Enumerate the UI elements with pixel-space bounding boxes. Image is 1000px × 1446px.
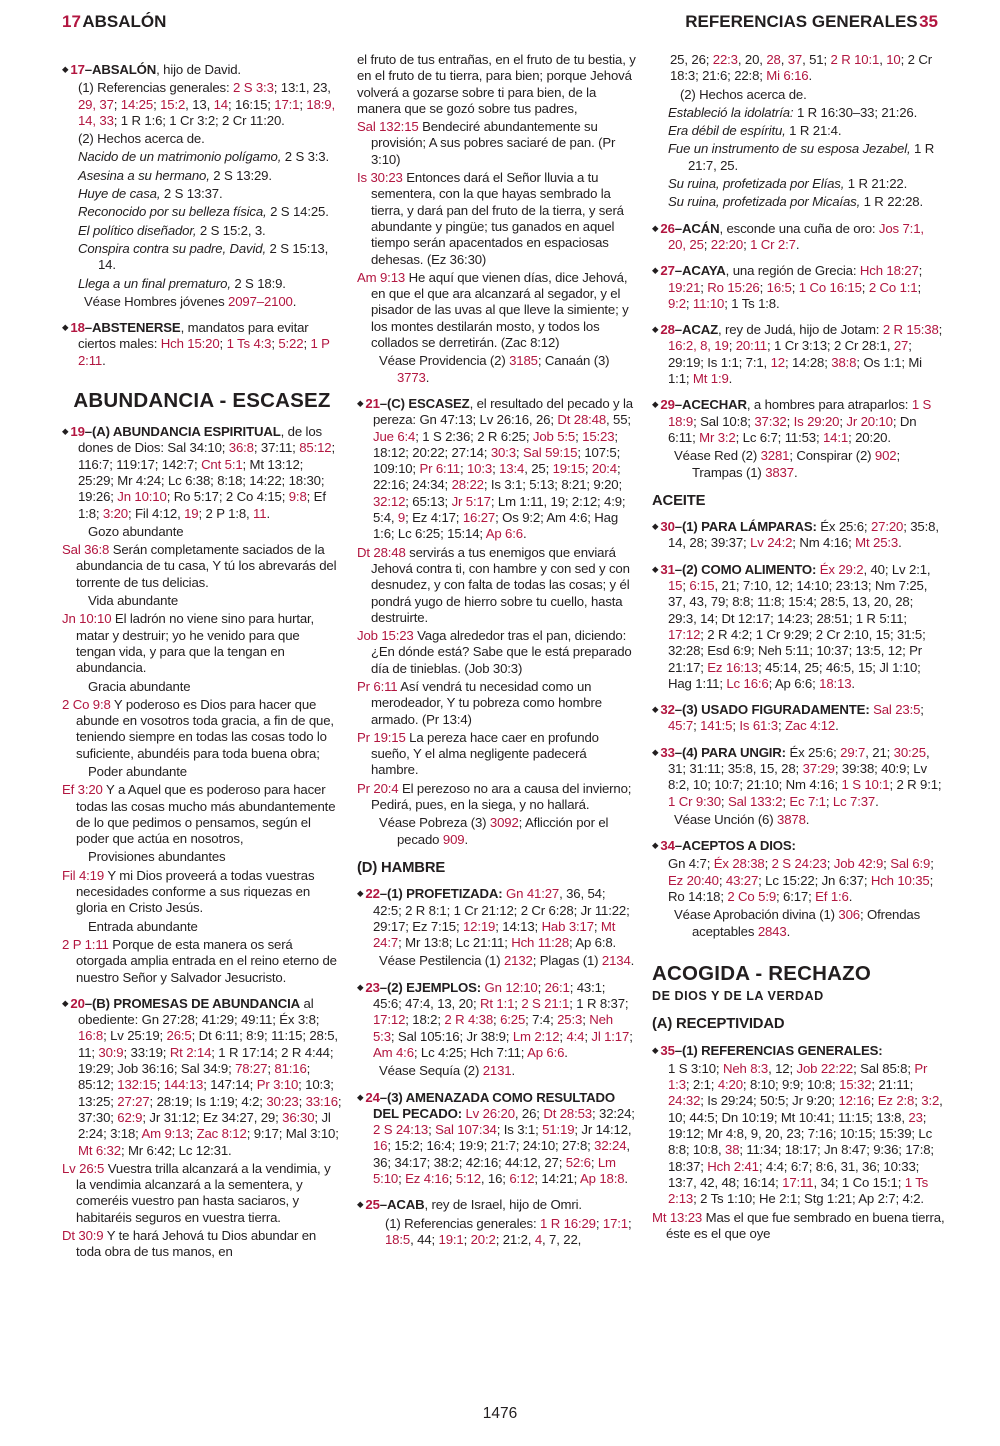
text-block: Véase Pobreza (3) 3092; Aflicción por el pecado 909. <box>379 815 609 847</box>
subheading-hambre: (D) HAMBRE <box>357 859 446 876</box>
text-block: Sal 36:8 Serán completamente saciados de la abundancia de tu casa, Y tú los abrevarás del torrente de tus delicias. <box>62 542 337 590</box>
text-block: 2 Co 9:8 Y poderoso es Dios para hacer que abunde en vosotros toda gracia, a fin de que, teniendo siempre en todas las cosas todo lo suficiente, abundéis para toda buena obra; <box>62 696 334 761</box>
text-block: Nacido de un matrimonio polígamo, 2 S 3:3. <box>78 149 330 165</box>
column-3 <box>652 52 945 1392</box>
diamond-bullet-icon: ◆ <box>652 563 659 574</box>
text-block: Su ruina, profetizada por Micaías, 1 R 22:28. <box>668 194 923 210</box>
entry-35: ◆ 35–(1) REFERENCIAS GENERALES: <box>652 1042 883 1058</box>
text-block: Huye de casa, 2 S 13:37. <box>78 186 223 202</box>
text-block: Véase Pestilencia (1) 2132; Plagas (1) 2134. <box>379 953 635 969</box>
text-block: Jn 10:10 El ladrón no viene sino para hurtar, matar y destruir; yo he venido para que tengan vida, y para que la tengan en abundancia. <box>62 611 315 676</box>
column-2 <box>357 52 637 1392</box>
entry-30: ◆ 30–(1) PARA LÁMPARAS: Éx 25:6; 27:20; 35:8, 14, 28; 39:37; Lv 24:2; Nm 4:16; Mt 25:3. <box>652 519 939 551</box>
entry-32: ◆ 32–(3) USADO FIGURADAMENTE: Sal 23:5; 45:7; 141:5; Is 61:3; Zac 4:12. <box>652 702 924 734</box>
text-block: Provisiones abundantes <box>88 849 226 865</box>
text-block: Mt 13:23 Mas el que fue sembrado en buena tierra, éste es el que oye <box>652 1209 945 1241</box>
column-1 <box>62 52 342 1392</box>
text-block: Job 15:23 Vaga alrededor tras el pan, diciendo: ¿En dónde está? Sabe que le está preparado día de tinieblas. (Job 30:3) <box>357 628 632 676</box>
diamond-bullet-icon: ◆ <box>652 704 659 715</box>
entry-34: ◆ 34–ACEPTOS A DIOS: <box>652 838 796 854</box>
diamond-bullet-icon: ◆ <box>357 1199 364 1210</box>
entry-25: ◆ 25–ACAB, rey de Israel, hijo de Omri. <box>357 1197 582 1213</box>
running-head-right-title: REFERENCIAS GENERALES <box>685 12 918 31</box>
text-block: Is 30:23 Entonces dará el Señor lluvia a tu sementera, con la que hayas sembrado la tierra, y dará pan del fruto de la tierra, y será abundante y pingüe; tus ganados en aquel tiempo serán apacentados en espaciosas dehesas. (Ez 36:30) <box>357 170 624 267</box>
text-block: (2) Hechos acerca de. <box>680 86 807 102</box>
entry-23: ◆ 23–(2) EJEMPLOS: Gn 12:10; 26:1; 43:1; 45:6; 47:4, 13, 20; Rt 1:1; 2 S 21:1; 1 R 8:37; 17:12; 18:2; 2 R 4:38; 6:25; 7:4; 25:3; Neh 5:3; Sal 105:16; Jr 38:9; Lm 2:12; 4:4; Jl 1:17; Am 4:6; Lc 4:25; Hch 7:11; Ap 6:6. <box>357 979 633 1060</box>
text-block: Reconocido por su belleza física, 2 S 14:25. <box>78 204 329 220</box>
text-block: Conspira contra su padre, David, 2 S 15:13, 14. <box>78 240 329 273</box>
diamond-bullet-icon: ◆ <box>62 997 69 1008</box>
diamond-bullet-icon: ◆ <box>652 1044 659 1055</box>
text-block: 25, 26; 22:3, 20, 28, 37, 51; 2 R 10:1, 10; 2 Cr 18:3; 21:6; 22:8; Mi 6:16. <box>670 52 932 84</box>
running-head-left-number: 17 <box>62 12 81 31</box>
three-column-text <box>62 52 945 1392</box>
text-block: Entrada abundante <box>88 918 198 934</box>
entry-28: ◆ 28–ACAZ, rey de Judá, hijo de Jotam: 2 R 15:38; 16:2, 8, 19; 20:11; 1 Cr 3:13; 2 Cr 28:1, 27; 29:19; Is 1:1; 7:1, 12; 14:28; 38:8; Os 1:1; Mi 1:1; Mt 1:9. <box>652 322 943 387</box>
text-block: Llega a un final prematuro, 2 S 18:9. <box>78 275 286 291</box>
text-block: Véase Providencia (2) 3185; Canaán (3) 3773. <box>379 353 610 385</box>
text-block: (1) Referencias generales: 2 S 3:3; 13:1, 23, 29, 37; 14:25; 15:2, 13, 14; 16:15; 17:1; 18:9, 14, 33; 1 R 1:6; 1 Cr 3:2; 2 Cr 11:20. <box>78 80 335 128</box>
text-block: Dt 30:9 Y te hará Jehová tu Dios abundar en toda obra de tus manos, en <box>62 1228 317 1260</box>
text-block: Sal 132:15 Bendeciré abundantemente su provisión; A sus pobres saciaré de pan. (Pr 3:10) <box>357 119 616 167</box>
diamond-bullet-icon: ◆ <box>357 981 364 992</box>
subheading-aceite: ACEITE <box>652 492 706 509</box>
subheading-receptividad: (A) RECEPTIVIDAD <box>652 1016 785 1033</box>
diamond-bullet-icon: ◆ <box>652 265 659 276</box>
running-head-left <box>62 14 166 30</box>
running-head-right <box>685 14 938 30</box>
diamond-bullet-icon: ◆ <box>652 324 659 335</box>
text-block: Pr 19:15 La pereza hace caer en profundo sueño, Y el alma negligente padecerá hambre. <box>357 729 599 778</box>
diamond-bullet-icon: ◆ <box>62 322 69 333</box>
text-block: Lv 26:5 Vuestra trilla alcanzará a la vendimia, y la vendimia alcanzará a la sementera, y comeréis vuestro pan hasta saciaros, y habitaréis seguros en vuestra tierra. <box>62 1160 331 1225</box>
text-block: (2) Hechos acerca de. <box>78 131 205 147</box>
text-block: (1) Referencias generales: 1 R 16:29; 17:1; 18:5, 44; 19:1; 20:2; 21:2, 4, 7, 22, <box>385 1215 632 1247</box>
diamond-bullet-icon: ◆ <box>62 426 69 437</box>
entry-19: ◆ 19–(A) ABUNDANCIA ESPIRITUAL, de los dones de Dios: Sal 34:10; 36:8; 37:11; 85:12; 116:7; 119:17; 142:7; Cnt 5:1; Mt 13:12; 25:29; Mr 4:24; Lc 6:38; 8:18; 14:22; 18:30; 19:26; Jn 10:10; Ro 5:17; 2 Co 4:15; 9:8; Ef 1:8; 3:20; Fil 4:12, 19; 2 P 1:8, 11. <box>62 424 335 521</box>
text-block: El político diseñador, 2 S 15:2, 3. <box>78 222 266 238</box>
text-block: Am 9:13 He aquí que vienen días, dice Jehová, en que el que ara alcanzará al segador, y el pisador de las uvas al que lleve la simiente; y los montes destilarán mosto, y todos los collados se derretirán. (Zac 8:12) <box>357 269 629 351</box>
text-block: Poder abundante <box>88 763 187 779</box>
diamond-bullet-icon: ◆ <box>357 397 364 408</box>
diamond-bullet-icon: ◆ <box>652 746 659 757</box>
diamond-bullet-icon: ◆ <box>357 888 364 899</box>
text-block: Estableció la idolatría: 1 R 16:30–33; 21:26. <box>668 104 918 120</box>
text-block: Dt 28:48 servirás a tus enemigos que enviará Jehová contra ti, con hambre y con sed y con desnudez, y con falta de todas las cosas; y él pondrá yugo de hierro sobre tu cuello, hasta destruirte. <box>357 544 630 625</box>
running-head-left-title: ABSALÓN <box>82 12 167 31</box>
text-block: Gozo abundante <box>88 523 184 539</box>
page-number: 1476 <box>482 1404 518 1422</box>
entry-33: ◆ 33–(4) PARA UNGIR: Éx 25:6; 29:7, 21; 30:25, 31; 31:11; 35:8, 15, 28; 37:29; 39:38; 40:9; Lv 8:2, 10; 10:7; 21:10; Nm 4:16; 1 S 10:1; 2 R 9:1; 1 Cr 9:30; Sal 133:2; Ec 7:1; Lc 7:37. <box>652 744 942 809</box>
text-block: Pr 20:4 El perezoso no ara a causa del invierno; Pedirá, pues, en la siega, y no hallará. <box>357 780 632 813</box>
entry-20: ◆ 20–(B) PROMESAS DE ABUNDANCIA al obediente: Gn 27:28; 41:29; 49:11; Éx 3:8; 16:8; Lv 25:19; 26:5; Dt 6:11; 8:9; 11:15; 28:5, 11; 30:9; 33:19; Rt 2:14; 1 R 17:14; 2 R 4:44; 19:29; Job 36:16; Sal 34:9; 78:27; 81:16; 85:12; 132:15; 144:13; 147:14; Pr 3:10; 10:3; 13:25; 27:27; 28:19; Is 1:19; 4:2; 30:23; 33:16; 37:30; 62:9; Jr 31:12; Ez 34:27, 29; 36:30; Jl 2:24; 3:18; Am 9:13; Zac 8:12; 9:17; Mal 3:10; Mt 6:32; Mr 6:42; Lc 12:31. <box>62 995 342 1158</box>
entry-24: ◆ 24–(3) AMENAZADA COMO RESULTADO DEL PECADO: Lv 26:20, 26; Dt 28:53; 32:24; 2 S 24:13; Sal 107:34; Is 3:1; 51:19; Jr 14:12, 16; 15:2; 16:4; 19:9; 21:7; 24:10; 27:8; 32:24, 36; 34:17; 38:2; 42:16; 44:12, 27; 52:6; Lm 5:10; Ez 4:16; 5:12, 16; 6:12; 14:21; Ap 18:8. <box>357 1089 635 1186</box>
text-block: 2 P 1:11 Porque de esta manera os será otorgada amplia entrada en el reino eterno de nuestro Señor y Salvador Jesucristo. <box>62 936 337 985</box>
text-block: Su ruina, profetizada por Elías, 1 R 21:22. <box>668 176 908 192</box>
text-block: Véase Unción (6) 3878. <box>674 811 810 827</box>
text-block: Gracia abundante <box>88 678 191 694</box>
text-block: el fruto de tus entrañas, en el fruto de tu bestia, y en el fruto de tu tierra, para bien; porque Jehová volverá a gozarse sobre ti para bien, de la manera que se gozó sobre tus padres, <box>357 52 636 116</box>
text-block: Vida abundante <box>88 593 179 609</box>
text-block: Fil 4:19 Y mi Dios proveerá a todas vuestras necesidades conforme a sus riquezas en gloria en Cristo Jesús. <box>62 867 315 916</box>
running-head-right-number: 35 <box>919 12 938 31</box>
entry-27: ◆ 27–ACAYA, una región de Grecia: Hch 18:27; 19:21; Ro 15:26; 16:5; 1 Co 16:15; 2 Co 1:1; 9:2; 11:10; 1 Ts 1:8. <box>652 263 923 311</box>
diamond-bullet-icon: ◆ <box>652 399 659 410</box>
diamond-bullet-icon: ◆ <box>652 222 659 233</box>
entry-22: ◆ 22–(1) PROFETIZADA: Gn 41:27, 36, 54; 42:5; 2 R 8:1; 1 Cr 21:12; 2 Cr 6:28; Jr 11:22; 29:17; Ez 7:15; 12:19; 14:13; Hab 3:17; Mt 24:7; Mr 13:8; Lc 21:11; Hch 11:28; Ap 6:8. <box>357 886 630 951</box>
text-block: Véase Red (2) 3281; Conspirar (2) 902; Trampas (1) 3837. <box>674 448 900 480</box>
diamond-bullet-icon: ◆ <box>62 64 69 74</box>
text-block: Véase Hombres jóvenes 2097–2100. <box>84 293 297 309</box>
text-block: Ef 3:20 Y a Aquel que es poderoso para hacer todas las cosas mucho más abundantemente de lo que pedimos o pensamos, según el poder que actúa en nosotros, <box>62 782 336 847</box>
text-block: 1 S 3:10; Neh 8:3, 12; Job 22:22; Sal 85:8; Pr 1:3; 2:1; 4:20; 8:10; 9:9; 10:8; 15:32; 21:11; 24:32; Is 29:24; 50:5; Jr 9:20; 12:16; Ez 2:8; 3:2, 10; 44:5; Dn 10:19; Mt 10:41; 11:15; 13:8, 23; 19:12; Mr 4:8, 9, 20, 23; 7:16; 10:15; 15:39; Lc 8:8; 10:8, 38; 11:34; 18:17; Jn 8:47; 9:36; 17:8; 18:37; Hch 2:41; 4:4; 6:7; 8:6, 31, 36; 10:33; 13:7, 42, 48; 16:14; 17:11, 34; 1 Co 15:1; 1 Ts 2:13; 2 Ts 1:10; He 2:1; Stg 1:21; Ap 2:7; 4:2. <box>668 1060 943 1207</box>
entry-26: ◆ 26–ACÁN, esconde una cuña de oro: Jos 7:1, 20, 25; 22:20; 1 Cr 2:7. <box>652 220 924 252</box>
diamond-bullet-icon: ◆ <box>357 1091 364 1102</box>
text-block: Fue un instrumento de su esposa Jezabel, 1 R 21:7, 25. <box>668 141 935 173</box>
text-block: Pr 6:11 Así vendrá tu necesidad como un merodeador, Y tu pobreza como hombre armado. (Pr 13:4) <box>357 678 602 727</box>
entry-17: ◆ 17–ABSALÓN, hijo de David. <box>62 62 241 77</box>
entry-21: ◆ 21–(C) ESCASEZ, el resultado del pecado y la pereza: Gn 47:13; Lv 26:16, 26; Dt 28:48, 55; Jue 6:4; 1 S 2:36; 2 R 6:25; Job 5:5; 15:23; 18:12; 20:22; 27:14; 30:3; Sal 59:15; 107:5; 109:10; Pr 6:11; 10:3; 13:4, 25; 19:15; 20:4; 22:16; 24:34; 28:22; Is 3:1; 5:13; 8:21; 9:20; 32:12; 65:13; Jr 5:17; Lm 1:11, 19; 2:12; 4:9; 5:4, 9; Ez 4:17; 16:27; Os 9:2; Am 4:6; Hag 1:6; Lc 6:25; 15:14; Ap 6:6. <box>357 395 633 542</box>
text-block: Asesina a su hermano, 2 S 13:29. <box>78 167 272 183</box>
text-block: Era débil de espíritu, 1 R 21:4. <box>668 123 842 139</box>
entry-18: ◆ 18–ABSTENERSE, mandatos para evitar ciertos males: Hch 15:20; 1 Ts 4:3; 5:22; 1 P 2:11. <box>62 320 330 368</box>
diamond-bullet-icon: ◆ <box>652 521 659 532</box>
text-block: DE DIOS Y DE LA VERDAD <box>652 988 824 1003</box>
text-block: Véase Sequía (2) 2131. <box>379 1063 516 1079</box>
entry-29: ◆ 29–ACECHAR, a hombres para atraparlos: 1 S 18:9; Sal 10:8; 37:32; Is 29:20; Jr 20:10; Dn 6:11; Mr 3:2; Lc 6:7; 11:53; 14:1; 20:20. <box>652 397 932 445</box>
page-header <box>62 14 938 30</box>
text-block: Véase Aprobación divina (1) 306; Ofrendas aceptables 2843. <box>674 907 921 939</box>
page-footer <box>0 1406 1000 1422</box>
entry-31: ◆ 31–(2) COMO ALIMENTO: Éx 29:2, 40; Lv 2:1, 15; 6:15, 21; 7:10, 12; 14:10; 23:13; Nm 7:25, 37, 43, 79; 8:8; 11:8; 15:4; 28:5, 13, 20, 28; 29:3, 14; Dt 12:17; 14:23; 28:51; 1 R 5:11; 17:12; 2 R 4:2; 1 Cr 9:29; 2 Cr 2:10, 15; 31:5; 32:28; Esd 6:9; Neh 5:11; 10:37; 13:5, 12; Pr 21:17; Ez 16:13; 45:14, 25; 46:5, 15; Jl 1:10; Hag 1:11; Lc 16:6; Ap 6:6; 18:13. <box>652 561 931 691</box>
text-block: Gn 4:7; Éx 28:38; 2 S 24:23; Job 42:9; Sal 6:9; Ez 20:40; 43:27; Lc 15:22; Jn 6:37; Hch 10:35; Ro 14:18; 2 Co 5:9; 6:17; Ef 1:6. <box>668 856 934 905</box>
section-heading-acogida-rechazo: ACOGIDA - RECHAZO <box>652 961 872 985</box>
diamond-bullet-icon: ◆ <box>652 840 659 851</box>
section-heading-abundancia-escasez: ABUNDANCIA - ESCASEZ <box>73 389 331 413</box>
